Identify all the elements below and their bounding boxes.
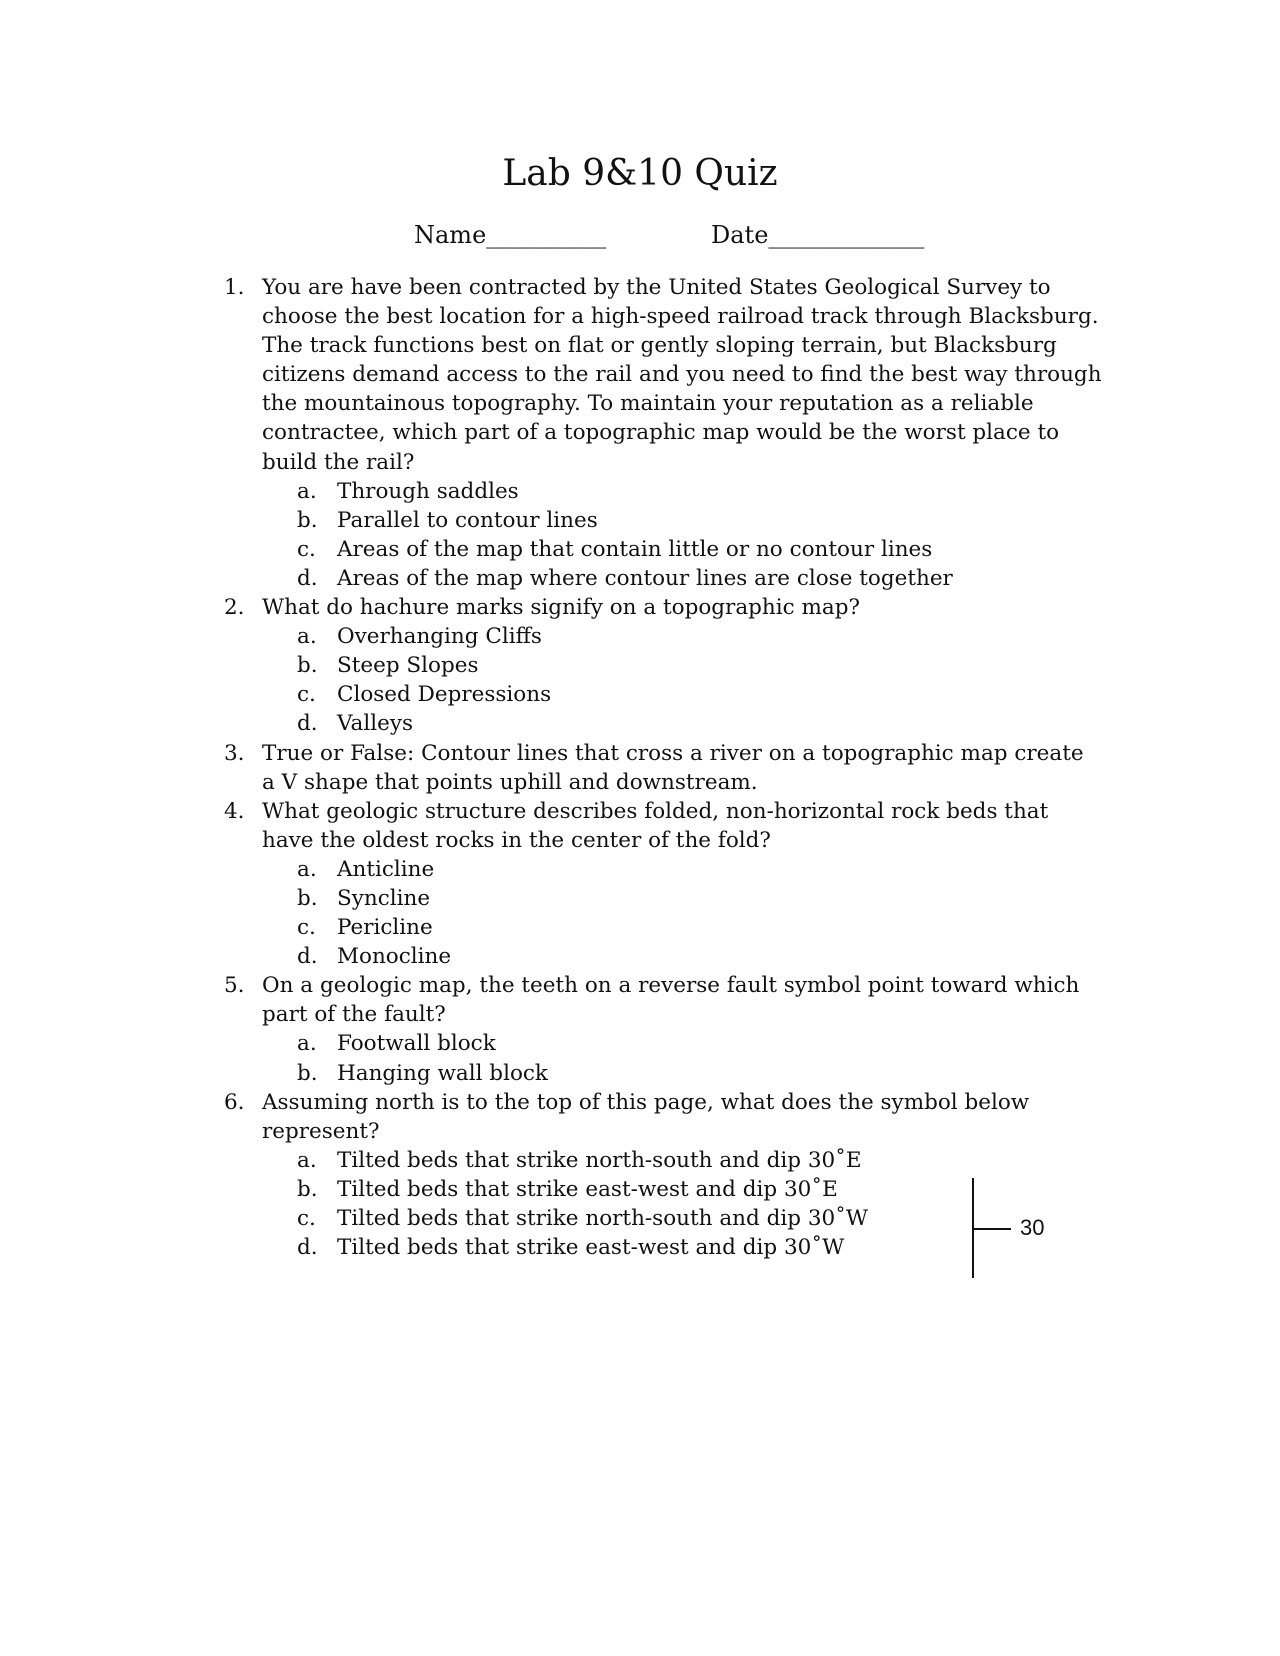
option-text: Syncline	[337, 885, 431, 911]
option-text: Closed Depressions	[337, 682, 552, 708]
option-text: Hanging wall block	[337, 1060, 548, 1086]
answer-option	[297, 680, 1102, 709]
answer-option	[297, 535, 1102, 564]
option-text: Tilted beds that strike east-west and dip 30˚E	[337, 1176, 838, 1202]
answer-option	[297, 884, 1102, 913]
dip-tick	[973, 1228, 1011, 1230]
answer-option	[297, 913, 1102, 942]
question-text: What do hachure marks signify on a topographic map?	[262, 595, 861, 621]
option-text: Areas of the map that contain little or no contour lines	[337, 536, 933, 562]
name-field: Name__________	[414, 221, 607, 249]
option-letter: a.	[297, 1147, 317, 1173]
question-item	[222, 593, 1102, 738]
option-text: Steep Slopes	[337, 653, 479, 679]
option-letter: c.	[297, 682, 316, 708]
question-text: You are have been contracted by the United States Geological Survey to choose the best location for a high-speed railroad track through Blacksburg. The track functions best on flat or gently sloping terrain, but Blacksburg citizens demand access to the rail and you need to find the best way through the mountainous topography. To maintain your reputation as a reliable contractee, which part of a topographic map would be the worst place to build the rail?	[262, 275, 1102, 475]
question-item	[222, 971, 1102, 1087]
question-text: Assuming north is to the top of this page, what does the symbol below represent?	[262, 1089, 1030, 1144]
strike-dip-symbol	[960, 1178, 1060, 1282]
option-letter: d.	[297, 565, 318, 591]
option-letter: b.	[297, 1060, 318, 1086]
question-text: What geologic structure describes folded, non-horizontal rock beds that have the oldest rocks in the center of the fold?	[262, 798, 1049, 853]
option-letter: a.	[297, 478, 317, 504]
answer-options	[262, 1029, 1102, 1087]
question-number: 5.	[224, 973, 245, 999]
question-number: 6.	[224, 1089, 245, 1115]
question-text: On a geologic map, the teeth on a reverse fault symbol point toward which part of the fault?	[262, 973, 1080, 1028]
question-item	[222, 797, 1102, 972]
answer-option	[297, 651, 1102, 680]
date-field: Date_____________	[711, 221, 925, 249]
answer-option	[297, 942, 1102, 971]
option-text: Through saddles	[337, 478, 519, 504]
option-text: Overhanging Cliffs	[337, 624, 542, 650]
option-text: Tilted beds that strike east-west and dip 30˚W	[337, 1235, 845, 1261]
option-text: Tilted beds that strike north-south and dip 30˚W	[337, 1206, 869, 1231]
question-text: True or False: Contour lines that cross a river on a topographic map create a V shape that points uphill and downstream.	[262, 740, 1084, 795]
option-text: Areas of the map where contour lines are close together	[337, 565, 953, 591]
answer-option	[297, 622, 1102, 651]
answer-option	[297, 855, 1102, 884]
answer-option	[297, 477, 1102, 506]
answer-option	[297, 506, 1102, 535]
question-item	[222, 739, 1102, 797]
option-text: Monocline	[337, 944, 452, 970]
answer-option	[297, 1059, 1102, 1088]
answer-option	[297, 1029, 1102, 1058]
question-number: 1.	[224, 275, 245, 300]
option-letter: b.	[297, 507, 318, 533]
answer-option	[297, 709, 1102, 738]
option-text: Tilted beds that strike north-south and dip 30˚E	[337, 1147, 862, 1173]
option-letter: a.	[297, 1031, 317, 1057]
option-letter: a.	[297, 624, 317, 650]
question-list	[222, 273, 1102, 1262]
answer-options	[262, 855, 1102, 971]
question-item	[222, 273, 1102, 593]
option-letter: c.	[297, 1206, 316, 1231]
option-letter: d.	[297, 711, 318, 737]
option-text: Footwall block	[337, 1031, 496, 1057]
page-title: Lab 9&10 Quiz	[502, 153, 778, 194]
question-number: 3.	[224, 740, 245, 766]
option-letter: b.	[297, 1176, 318, 1202]
option-letter: d.	[297, 944, 318, 970]
question-number: 2.	[224, 595, 245, 621]
dip-label: 30	[1020, 1215, 1045, 1240]
option-letter: b.	[297, 885, 318, 911]
option-text: Valleys	[337, 711, 414, 737]
option-text: Pericline	[337, 915, 433, 941]
option-letter: b.	[297, 653, 318, 679]
option-letter: c.	[297, 536, 316, 562]
question-number: 4.	[224, 798, 245, 824]
answer-options	[262, 477, 1102, 593]
option-letter: d.	[297, 1235, 318, 1261]
answer-option	[297, 1146, 1102, 1175]
answer-options	[262, 622, 1102, 738]
option-letter: c.	[297, 915, 316, 941]
answer-option	[297, 564, 1102, 593]
option-letter: a.	[297, 856, 317, 882]
option-text: Anticline	[337, 856, 435, 882]
option-text: Parallel to contour lines	[337, 507, 598, 533]
